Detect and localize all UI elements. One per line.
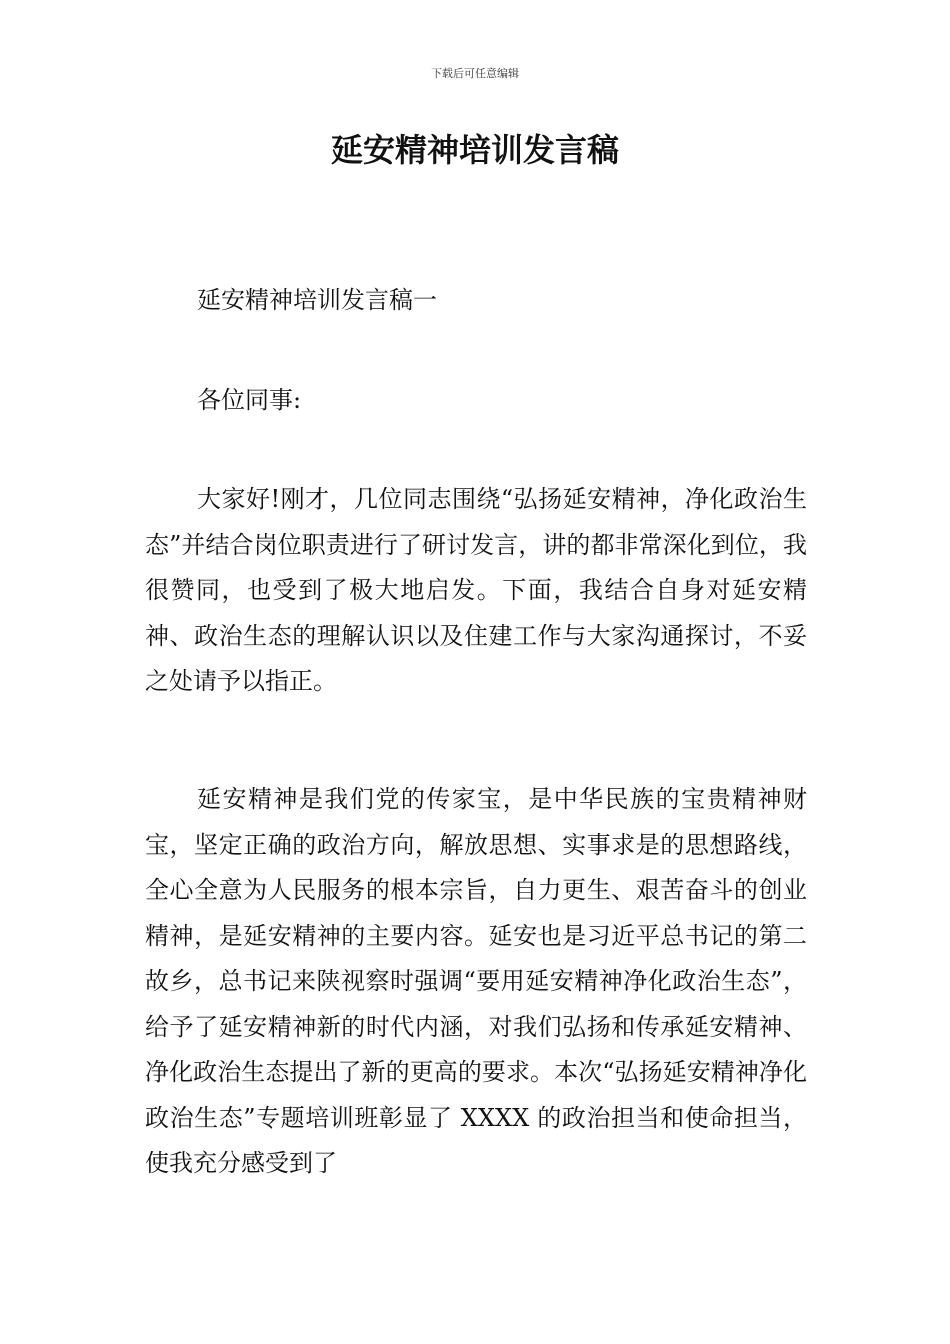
greeting: 各位同事:: [197, 386, 302, 414]
header-note: 下载后可任意编辑: [431, 67, 519, 80]
paragraph-1: 大家好!刚才，几位同志围绕“弘扬延安精神，净化政治生态”并结合岗位职责进行了研讨发言，讲的都非常深化到位，我很赞同，也受到了极大地启发。下面，我结合自身对延安精神、政治生态的理解认识以及住建工作与大家沟通探讨，不妥之处请予以指正。: [145, 485, 807, 695]
paragraph-2: 延安精神是我们党的传家宝，是中华民族的宝贵精神财宝，坚定正确的政治方向，解放思想、实事求是的思想路线，全心全意为人民服务的根本宗旨，自力更生、艰苦奋斗的创业精神，是延安精神的主要内容。延安也是习近平总书记的第二故乡，总书记来陕视察时强调“要用延安精神净化政治生态”，给予了延安精神新的时代内涵，对我们弘扬和传承延安精神、净化政治生态提出了新的更高的要求。本次“弘扬延安精神净化政治生态”专题培训班彰显了 XXXX 的政治担当和使命担当，使我充分感受到了: [145, 785, 807, 1177]
document-subtitle: 延安精神培训发言稿一: [197, 286, 437, 314]
document-title: 延安精神培训发言稿: [330, 131, 619, 169]
